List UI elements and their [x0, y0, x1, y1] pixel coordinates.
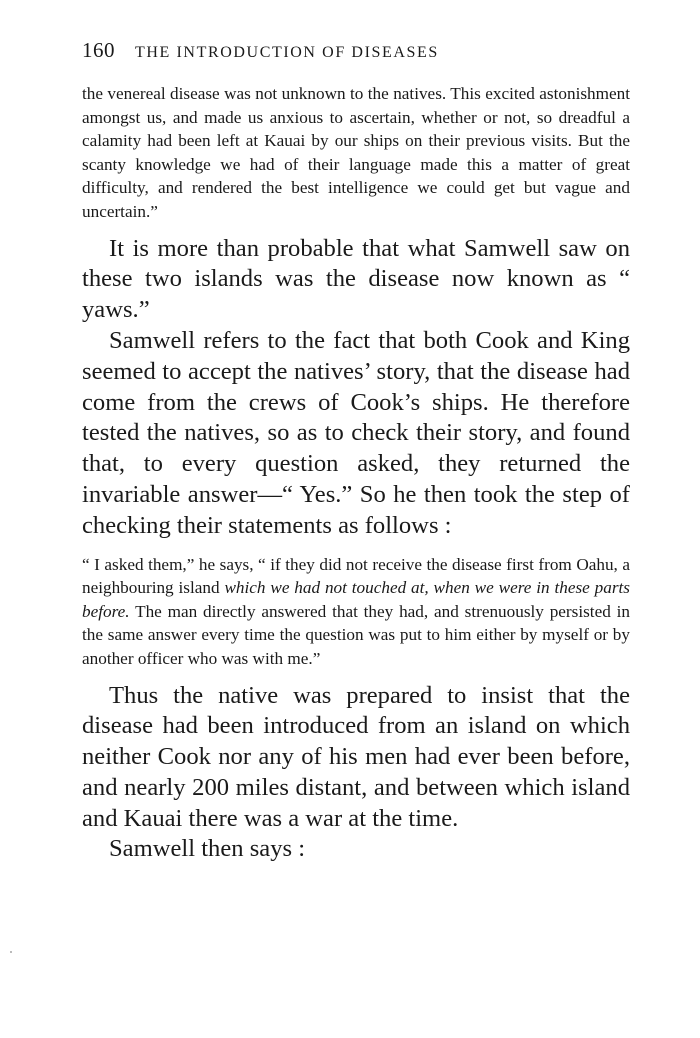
block-quote-text-2: The man directly answered that they had, and strenuously persisted in the same answer every time the question was put to him either by myself or by another officer who was with me.” — [82, 601, 630, 668]
block-quote — [82, 553, 630, 671]
page-number: 160 — [82, 38, 115, 62]
book-page — [82, 38, 630, 865]
paragraph-samwell-says: Samwell then says : — [109, 835, 306, 863]
block-quote-italic: which we had not touched at, when we were in these parts before. — [82, 578, 630, 621]
running-title: THE INTRODUCTION OF DISEASES — [135, 44, 439, 61]
paragraph-samwell-test: Samwell refers to the fact that both Cook and King seemed to accept the natives’ story, that the disease had come from the crews of Cook’s ships. He therefore tested the natives, so as to check their story, and found that, to every question asked, they returned the invariable answer—“ Yes.” So he then took the step of checking their statements as follows : — [82, 326, 630, 539]
paragraph-yaws: It is more than probable that what Samwell saw on these two islands was the disease now known as “ yaws.” — [82, 234, 630, 324]
scan-speck — [10, 951, 12, 953]
running-header — [82, 38, 630, 72]
block-quote-text-1: “ I asked them,” he says, “ if they did not receive the disease first from Oahu, a neighbouring island — [82, 554, 630, 598]
paragraph-native-insist: Thus the native was prepared to insist that the disease had been introduced from an island on which neither Cook nor any of his men had ever been before, and nearly 200 miles distant, and between which island and Kauai there was a war at the time. — [82, 681, 630, 832]
quote-continuation: the venereal disease was not unknown to the natives. This excited astonishment amongst us, and made us anxious to ascertain, whether or not, so dreadful a calamity had been left at Kauai by our ships on their previous visits. But the scanty knowledge we had of their language made this a matter of great difficulty, and rendered the best intelligence we could get but vague and uncertain.” — [82, 84, 630, 221]
